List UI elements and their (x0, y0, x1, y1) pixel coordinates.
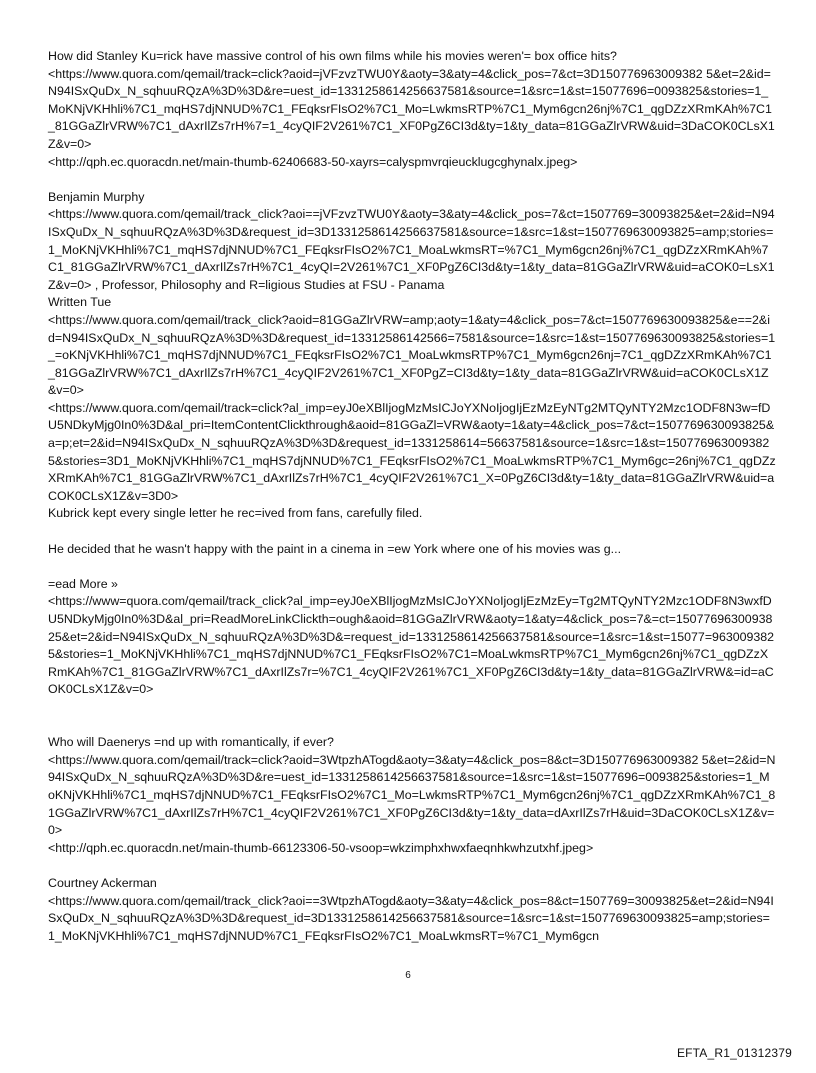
document-body (48, 48, 776, 945)
blank-line (48, 699, 776, 734)
text-paragraph: Written Tue (48, 295, 112, 310)
text-paragraph: Who will Daenerys =nd up with romantically, if ever? (48, 735, 334, 750)
blank-line (48, 857, 776, 875)
blank-line (48, 171, 776, 189)
text-paragraph: <https://www=quora.com/qemail/track_click?al_imp=eyJ0eXBlIjogMzMsICJoYXNoIjogIjEzMzEy=Tg2MTQyNTY2Mzc1ODF8N3wxfDU5NDkyMjg0In0%3D&al_pri=ReadMoreLinkClickth=ough&aoid=81GGaZlrVRW&aoty=1&aty=4&click_pos=7&=ct=1507769630093825&et=2&id=N94ISxQuDx_N_sqhuuRQzA%3D%3D&=request_id=1331258614256637581&source=1&src=1&st=15077=9630093825&stories=1_MoKNjVKHhli%7C1_mqHS7djNNUD%7C1_FEqksrFIsO2%7C1=MoaLwkmsRTP%7C1_Mym6gcn26nj%7C1_qgDZzXRmKAh%7C1_81GGaZlrVRW%7C1_dAxrIlZs7r=%7C1_4cyQIF2V261%7C1_XF0PgZ6CI3d&ty=1&ty_data=81GGaZlrVRW&=id=aCOK0CLsX1Z&v=0> (48, 594, 775, 697)
document-id: EFTA_R1_01312379 (676, 1046, 792, 1060)
text-paragraph: Courtney Ackerman (48, 875, 157, 890)
text-paragraph: <https://www.quora.com/qemail/track_click?aoi==3WtpzhATogd&aoty=3&aty=4&click_pos=8&ct=1507769=30093825&et=2&id=N94ISxQuDx_N_sqhuuRQzA%3D%3D&request_id=3D1331258614256637581&source=1&src=1&st=1507769630093825=amp;stories=1_MoKNjVKHhli%7C1_mqHS7djNNUD%7C1_FEqksrFIsO2%7C1_MoaLwkmsRT=%7C1_Mym6gcn (48, 893, 774, 943)
text-paragraph: Kubrick kept every single letter he rec=ived from fans, carefully filed. (48, 506, 423, 521)
blank-line (48, 558, 776, 576)
text-paragraph: =ead More » (48, 576, 118, 591)
text-paragraph: <http://qph.ec.quoracdn.net/main-thumb-62406683-50-xayrs=calyspmvrqieucklugcghynalx.jpeg> (48, 154, 578, 169)
text-paragraph: <https://www.quora.com/qemail/track=click?al_imp=eyJ0eXBlIjogMzMsICJoYXNoIjogIjEzMzEyNTg2MTQyNTY2Mzc1ODF8N3w=fDU5NDkyMjg0In0%3D&al_pri=ItemContentClickthrough&aoid=81GGaZl=VRW&aoty=1&aty=4&click_pos=7&ct=1507769630093825&a=p;et=2&id=N94ISxQuDx_N_sqhuuRQzA%3D%3D&request_id=1331258614=56637581&source=1&src=1&st=1507769630093825&stories=3D1_MoKNjVKHhli%7C1_mqHS7djNNUD%7C1_FEqksrFIsO2%7C1_MoaLwkmsRTP%7C1_Mym6gc=26nj%7C1_qgDZzXRmKAh%7C1_81GGaZlrVRW%7C1_dAxrIlZs7rH%7C1_4cyQIF2V261%7C1_X=0PgZ6CI3d&ty=1&ty_data=81GGaZlrVRW&uid=aCOK0CLsX1Z&v=3D0> (48, 400, 776, 503)
page-number: 6 (405, 970, 411, 981)
text-paragraph: He decided that he wasn't happy with the paint in a cinema in =ew York where one of his movies was g... (48, 541, 622, 556)
text-paragraph: How did Stanley Ku=rick have massive control of his own films while his movies weren'= box office hits? (48, 49, 617, 63)
text-paragraph: <https://www.quora.com/qemail/track=click?aoid=jVFzvzTWU0Y&aoty=3&aty=4&click_pos=7&ct=3D150776963009382 5&et=2&id=N94ISxQuDx_N_sqhuuRQzA%3D%3D&re=uest_id=1331258614256637581&source=1&src=1&st=15077696=0093825&stories=1_MoKNjVKHhli%7C1_mqHS7djNNUD%7C1_FEqksrFIsO2%7C1_Mo=LwkmsRTP%7C1_Mym6gcn26nj%7C1_qgDZzXRmKAh%7C1_81GGaZlrVRW%7C1_dAxrIlZs7rH%7=1_4cyQIF2V261%7C1_XF0PgZ6CI3d&ty=1&ty_data=81GGaZlrVRW&uid=3DaCOK0CLsX1Z&v=0> (48, 66, 775, 151)
text-paragraph: <https://www.quora.com/qemail/track_click?aoid=81GGaZlrVRW=amp;aoty=1&aty=4&click_pos=7&ct=1507769630093825&e==2&id=N94ISxQuDx_N_sqhuuRQzA%3D%3D&request_id=13312586142566=7581&source=1&src=1&st=1507769630093825&stories=1_=oKNjVKHhli%7C1_mqHS7djNNUD%7C1_FEqksrFIsO2%7C1_MoaLwkmsRTP%7C1_Mym6gcn26nj=7C1_qgDZzXRmKAh%7C1_81GGaZlrVRW%7C1_dAxrIlZs7rH%7C1_4cyQIF2V261%7C1_XF0PgZ=CI3d&ty=1&ty_data=81GGaZlrVRW&uid=aCOK0CLsX1Z&v=0> (48, 312, 776, 398)
blank-line (48, 523, 776, 541)
text-paragraph: <http://qph.ec.quoracdn.net/main-thumb-66123306-50-vsoop=wkzimphxhwxfaeqnhkwhzutxhf.jpeg> (48, 840, 594, 855)
text-paragraph: <https://www.quora.com/qemail/track_click?aoi==jVFzvzTWU0Y&aoty=3&aty=4&click_pos=7&ct=1507769=30093825&et=2&id=N94ISxQuDx_N_sqhuuRQzA%3D%3D&request_id=3D1331258614256637581&source=1&src=1&st=1507769630093825=amp;stories=1_MoKNjVKHhli%7C1_mqHS7djNNUD%7C1_FEqksrFIsO2%7C1_MoaLwkmsRT=%7C1_Mym6gcn26nj%7C1_qgDZzXRmKAh%7C1_81GGaZlrVRW%7C1_dAxrIlZs7rH%7C1_4cyQI=2V261%7C1_XF0PgZ6CI3d&ty=1&ty_data=81GGaZlrVRW&uid=aCOK0=LsX1Z&v=0> , Professor, Philosophy and R=ligious Studies at FSU - Panama (48, 207, 775, 292)
text-paragraph: Benjamin Murphy (48, 189, 145, 204)
text-paragraph: <https://www.quora.com/qemail/track=click?aoid=3WtpzhATogd&aoty=3&aty=4&click_pos=8&ct=3D150776963009382 5&et=2&id=N94ISxQuDx_N_sqhuuRQzA%3D%3D&re=uest_id=1331258614256637581&source=1&src=1&st=15077696=0093825&stories=1_MoKNjVKHhli%7C1_mqHS7djNNUD%7C1_FEqksrFIsO2%7C1_Mo=LwkmsRTP%7C1_Mym6gcn26nj%7C1_qgDZzXRmKAh%7C1_81GGaZlrVRW%7C1_dAxrIlZs7rH%7C1_4cyQIF2V261%7C1_XF0PgZ6CI3d&ty=1&ty_data=dAxrIlZs7rH&uid=3DaCOK0CLsX1Z&v=0> (48, 752, 776, 838)
